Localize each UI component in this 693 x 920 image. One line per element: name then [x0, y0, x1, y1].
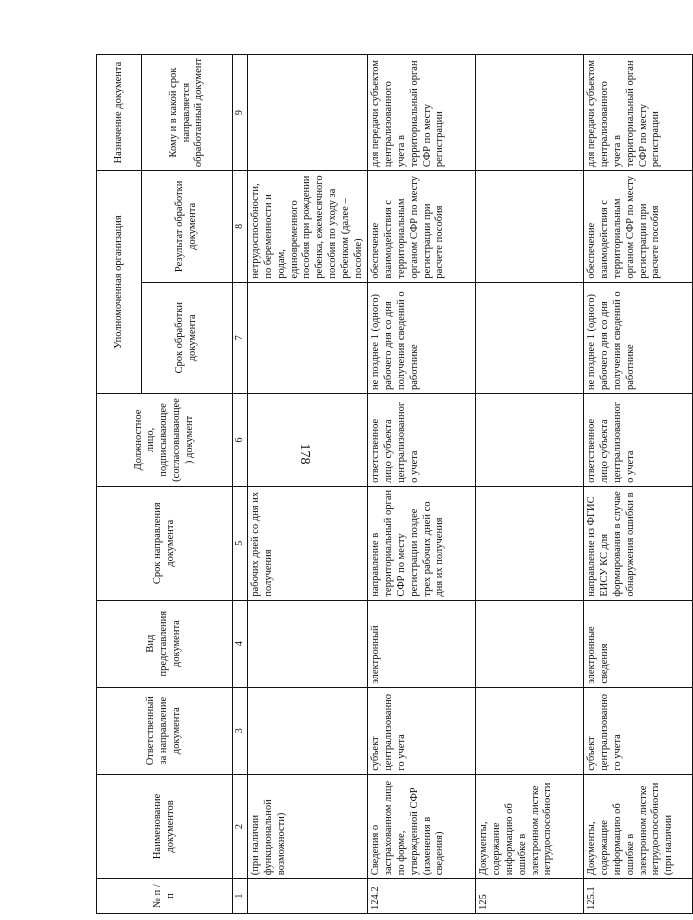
header-deadline: Срок направления документа — [97, 486, 233, 600]
header-authorized-organization: Уполномоченная организация — [97, 171, 142, 394]
row-recipient — [476, 55, 584, 171]
table-row — [368, 55, 476, 914]
column-number: 7 — [233, 282, 248, 393]
row-responsible: субъект централизованного учета — [584, 687, 693, 774]
row-number — [248, 879, 368, 914]
table-row — [476, 55, 584, 914]
row-processing-deadline: не позднее 1 (одного) рабочего дня со дня получения сведений о работнике — [584, 282, 693, 393]
column-number: 3 — [233, 687, 248, 774]
column-number: 5 — [233, 486, 248, 600]
row-kind: электронный — [368, 600, 476, 687]
row-processing-deadline — [476, 282, 584, 393]
row-deadline: рабочих дней со дня их получения — [248, 486, 368, 600]
row-document-name: Сведения о застрахованном лице по форме, утвержденной СФР (изменения в сведения) — [368, 774, 476, 878]
document-table-container — [96, 54, 675, 914]
row-document-name: Документы, содержащие информацию об ошибке в электронном листке нетрудоспособности (при наличии — [584, 774, 693, 878]
column-number: 9 — [233, 55, 248, 171]
column-number: 4 — [233, 600, 248, 687]
column-number: 2 — [233, 774, 248, 878]
row-result: нетрудоспособности, по беременности и родам, единовременного пособия при рождении ребенка, ежемесячного пособия по уходу за ребенком (далее – пособие) — [248, 171, 368, 282]
row-number: 125.1 — [584, 879, 693, 914]
row-result — [476, 171, 584, 282]
row-processing-deadline: не позднее 1 (одного) рабочего дня со дня получения сведений о работнике — [368, 282, 476, 393]
row-recipient: для передачи субъектом централизованного учета в территориальный орган СФР по месту регистрации — [584, 55, 693, 171]
row-result: обеспечение взаимодействия с территориальным органом СФР по месту регистрации при расчете пособия — [368, 171, 476, 282]
row-official — [248, 394, 368, 487]
row-official: ответственное лицо субъекта централизованного учета — [368, 394, 476, 487]
row-processing-deadline — [248, 282, 368, 393]
row-result: обеспечение взаимодействия с территориальным органом СФР по месту регистрации при расчете пособия — [584, 171, 693, 282]
row-official — [476, 394, 584, 487]
row-recipient: для передачи субъектом централизованного учета в территориальный орган СФР по месту регистрации — [368, 55, 476, 171]
column-number-row — [233, 55, 248, 914]
header-responsible: Ответственный за направление документа — [97, 687, 233, 774]
page-number: 178 — [297, 443, 312, 465]
column-number: 1 — [233, 879, 248, 914]
row-document-name: (при наличии функциональной возможности) — [248, 774, 368, 878]
row-kind — [476, 600, 584, 687]
header-document-name: Наименование документов — [97, 774, 233, 878]
document-table — [96, 54, 693, 914]
row-document-name: Документы, содержание информацию об ошибке в электронном листке нетрудоспособности — [476, 774, 584, 878]
header-processing-result: Результат обработки документа — [142, 171, 233, 282]
row-responsible: субъект централизованного учета — [368, 687, 476, 774]
row-number: 124.2 — [368, 879, 476, 914]
header-num: № п / п — [97, 879, 233, 914]
table-row — [248, 55, 368, 914]
row-deadline: направление из ФГИС ЕИСУ КС для формирования в случае обнаружения ошибки в — [584, 486, 693, 600]
table-row — [584, 55, 693, 914]
header-document-purpose: Назначение документа — [97, 55, 142, 171]
header-recipient: Кому и в какой срок направляется обработанный документ — [142, 55, 233, 171]
row-recipient — [248, 55, 368, 171]
column-number: 6 — [233, 394, 248, 487]
row-responsible — [248, 687, 368, 774]
column-number: 8 — [233, 171, 248, 282]
row-kind — [248, 600, 368, 687]
header-processing-deadline: Срок обработки документа — [142, 282, 233, 393]
row-kind: электронные сведения — [584, 600, 693, 687]
row-official: ответственное лицо субъекта централизованного учета — [584, 394, 693, 487]
row-number: 125 — [476, 879, 584, 914]
row-deadline: направление в территориальный орган СФР по месту регистрации поздее трех рабочих дней со дня их получения — [368, 486, 476, 600]
header-official: Должностное лицо, подписывающее (согласовывающее) документ — [97, 394, 233, 487]
header-kind: Вид представления документа — [97, 600, 233, 687]
row-responsible — [476, 687, 584, 774]
row-deadline — [476, 486, 584, 600]
